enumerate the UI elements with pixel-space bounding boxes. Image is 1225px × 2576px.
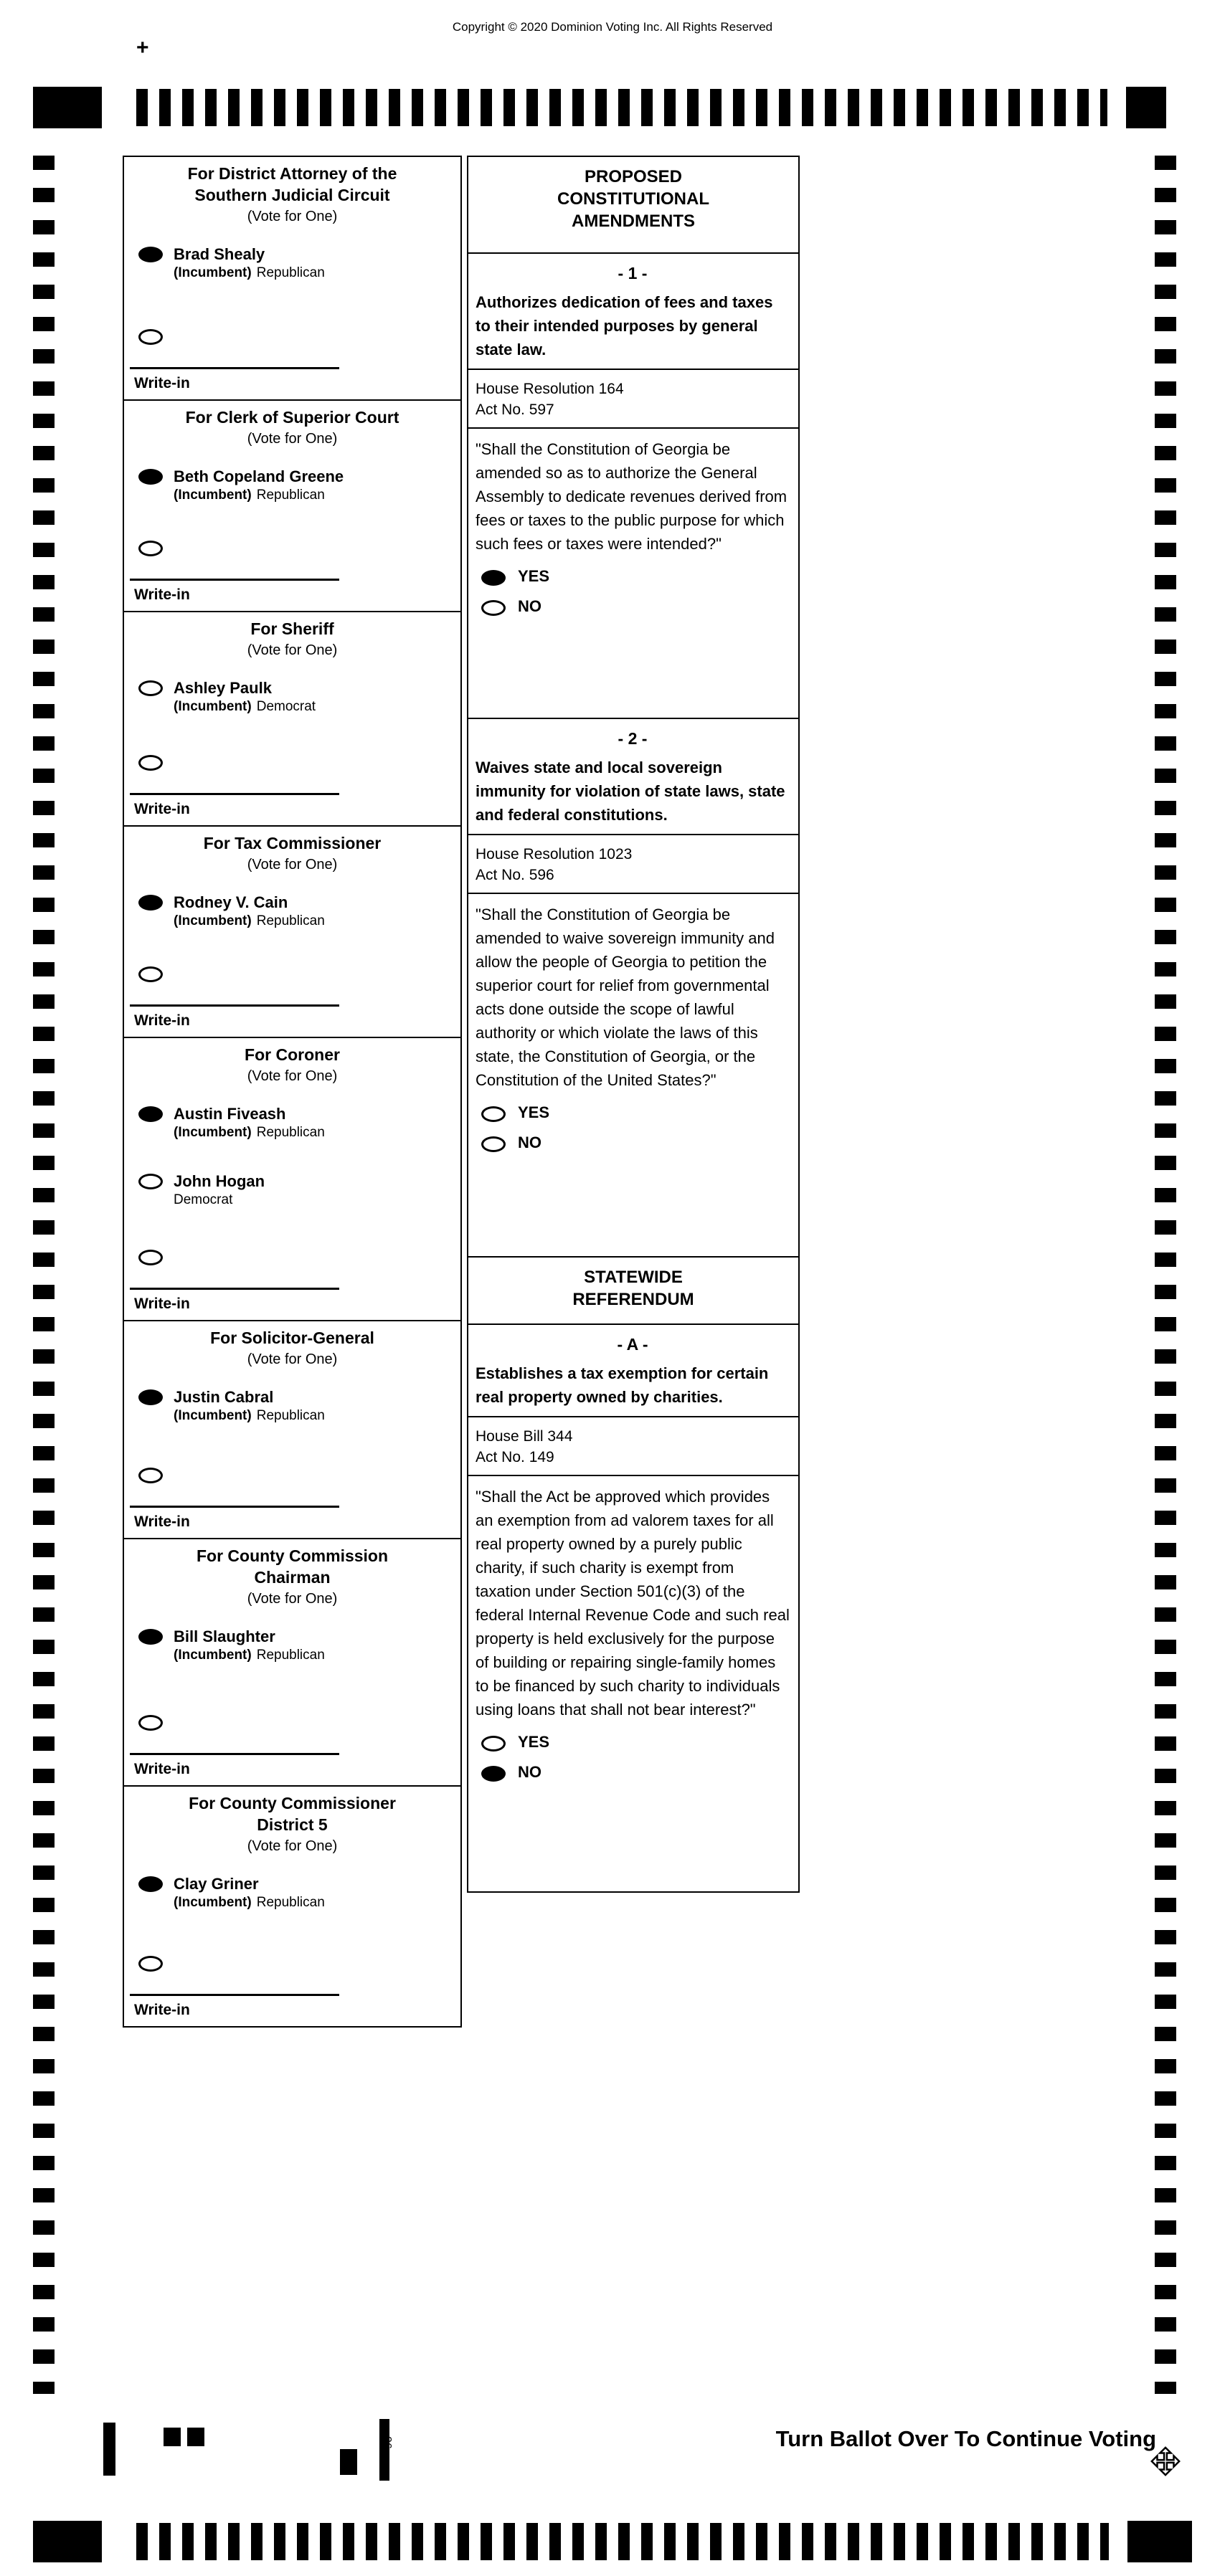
measure-reference: House Resolution 164 [476, 381, 624, 397]
yes-label: YES [518, 1103, 550, 1121]
write-in-bubble[interactable] [138, 1956, 163, 1972]
write-in-label: Write-in [134, 1296, 190, 1312]
measure-number: - 1 - [618, 264, 648, 282]
amendment-1 [467, 252, 800, 719]
candidate-text [174, 893, 325, 930]
measure-reference: Act No. 596 [476, 867, 554, 883]
candidate-text [174, 1874, 325, 1911]
vote-for-one-instruction: (Vote for One) [247, 1068, 338, 1084]
candidate-name: Ashley Paulk [174, 679, 272, 697]
incumbent-label: (Incumbent) [174, 913, 252, 928]
referendum-section-header [467, 1256, 800, 1325]
vote-for-one-instruction: (Vote for One) [247, 209, 338, 224]
write-in-bubble[interactable] [138, 755, 163, 771]
candidate-bubble[interactable] [138, 247, 163, 262]
vote-for-one-instruction: (Vote for One) [247, 857, 338, 873]
candidate-detail [174, 1407, 325, 1425]
registration-plus-icon: + [136, 36, 149, 60]
yes-option [481, 1103, 790, 1122]
write-in-line[interactable] [130, 367, 339, 369]
candidate-detail [174, 1894, 325, 1911]
party-label: Democrat [174, 1192, 233, 1207]
incumbent-label: (Incumbent) [174, 1895, 252, 1910]
candidate-row [138, 1627, 450, 1664]
candidate-detail [174, 1647, 325, 1664]
candidate-row [138, 1104, 450, 1141]
write-in-label: Write-in [134, 1513, 190, 1530]
write-in-label: Write-in [134, 1761, 190, 1777]
write-in-line[interactable] [130, 1288, 339, 1290]
measure-question: "Shall the Constitution of Georgia be amended so as to authorize the General Assembly to dedicate revenues derived from fees or taxes to the public purpose for which such fees or taxes were intended?" [476, 440, 788, 553]
diagnostic-mark [379, 2419, 389, 2481]
vote-for-one-instruction: (Vote for One) [247, 431, 338, 447]
contest-coroner [123, 1037, 462, 1321]
timing-block [33, 87, 102, 128]
candidate-bubble[interactable] [138, 1389, 163, 1405]
no-option [481, 1133, 790, 1152]
contest-district-attorney [123, 156, 462, 401]
diagnostic-mark [164, 2428, 181, 2446]
candidate-name: Clay Griner [174, 1875, 259, 1893]
vote-for-one-instruction: (Vote for One) [247, 1351, 338, 1367]
timing-marks-right [1155, 156, 1176, 2394]
candidate-name: Justin Cabral [174, 1388, 274, 1406]
timing-marks-left [33, 156, 55, 2394]
candidate-row [138, 678, 450, 716]
party-label: Democrat [256, 699, 316, 714]
write-in-label: Write-in [134, 801, 190, 817]
write-in-label: Write-in [134, 2002, 190, 2018]
no-bubble[interactable] [481, 1136, 506, 1152]
yes-bubble[interactable] [481, 1736, 506, 1752]
no-option [481, 1763, 790, 1782]
candidate-row [138, 1171, 450, 1209]
contest-title-line: For Coroner [245, 1045, 340, 1064]
party-label: Republican [256, 265, 325, 280]
no-label: NO [518, 1763, 541, 1781]
contest-title-line: Chairman [254, 1568, 331, 1587]
sheet-number-mark: 26 [381, 2436, 393, 2449]
candidate-detail [174, 487, 344, 504]
contest-title [124, 157, 460, 206]
contest-sheriff [123, 611, 462, 827]
write-in-line[interactable] [130, 793, 339, 795]
separator-line [468, 1416, 798, 1417]
yes-bubble[interactable] [481, 1106, 506, 1122]
party-label: Republican [256, 1408, 325, 1423]
contest-title-line: District 5 [257, 1815, 328, 1834]
write-in-bubble[interactable] [138, 541, 163, 556]
candidate-row [138, 467, 450, 504]
candidate-name: John Hogan [174, 1172, 265, 1190]
section-title [468, 1258, 798, 1311]
write-in-label: Write-in [134, 1012, 190, 1029]
measure-question: "Shall the Constitution of Georgia be amended to waive sovereign immunity and allow the people of Georgia to petition the superior court for relief from governmental acts done outside the scope of lawful authority or which violate the laws of this state, the Constitution of Georgia, or the Constitution of the United States?" [476, 906, 775, 1089]
vote-for-one-instruction: (Vote for One) [247, 1838, 338, 1854]
write-in-label: Write-in [134, 375, 190, 391]
write-in-line[interactable] [130, 1506, 339, 1508]
contest-title-line: For County Commission [196, 1546, 389, 1565]
measure-summary: Waives state and local sovereign immunity for violation of state laws, state and federal constitutions. [476, 759, 785, 824]
candidate-detail [174, 1124, 325, 1141]
no-option [481, 597, 790, 616]
diagnostic-mark [187, 2428, 204, 2446]
write-in-line[interactable] [130, 1004, 339, 1007]
candidate-bubble[interactable] [138, 1106, 163, 1122]
candidate-row [138, 893, 450, 930]
candidate-row [138, 1874, 450, 1911]
measure-question: "Shall the Act be approved which provides an exemption from ad valorem taxes for all real property owned by a purely public charity, if such charity is exempt from taxation under Section 501(c)(3) of the federal Internal Revenue Code and such real property is held exclusively for the purpose of building or repairing single-family homes to be financed by such charity to individuals using loans that shall not bear interest?" [476, 1488, 790, 1719]
candidate-text [174, 678, 316, 716]
contest-title [124, 1321, 460, 1349]
section-title-line: STATEWIDE [584, 1268, 683, 1287]
yes-option [481, 567, 790, 586]
timing-block [1126, 87, 1166, 128]
measure-summary: Authorizes dedication of fees and taxes to their intended purposes by general state law. [476, 293, 773, 358]
section-title-line: PROPOSED [584, 167, 683, 186]
write-in-bubble[interactable] [138, 329, 163, 345]
candidate-name: Bill Slaughter [174, 1627, 275, 1645]
timing-block [1127, 2521, 1192, 2562]
candidate-detail [174, 913, 325, 930]
incumbent-label: (Incumbent) [174, 488, 252, 503]
timing-block [33, 2521, 102, 2562]
no-bubble[interactable] [481, 1766, 506, 1782]
write-in-line[interactable] [130, 579, 339, 581]
no-label: NO [518, 1133, 541, 1151]
separator-line [468, 1475, 798, 1476]
vote-for-one-instruction: (Vote for One) [247, 1591, 338, 1607]
measure-reference: Act No. 597 [476, 401, 554, 418]
candidate-text [174, 244, 325, 282]
candidate-text [174, 1627, 325, 1664]
timing-marks-bottom [33, 2521, 1192, 2562]
diagnostic-mark [340, 2449, 357, 2475]
contest-title [124, 401, 460, 428]
measure-number: - 2 - [618, 729, 648, 748]
party-label: Republican [256, 913, 325, 928]
write-in-bubble[interactable] [138, 1250, 163, 1265]
write-in-line[interactable] [130, 1753, 339, 1755]
contest-title-line: For Sheriff [250, 619, 334, 638]
timing-bars [136, 2523, 1109, 2560]
incumbent-label: (Incumbent) [174, 1648, 252, 1663]
yes-bubble[interactable] [481, 570, 506, 586]
candidate-bubble[interactable] [138, 469, 163, 485]
contest-title [124, 1539, 460, 1588]
candidate-name: Rodney V. Cain [174, 893, 288, 911]
measure-reference: Act No. 149 [476, 1449, 554, 1465]
contest-tax-commissioner [123, 825, 462, 1038]
contest-title [124, 827, 460, 854]
write-in-line[interactable] [130, 1994, 339, 1996]
candidate-text [174, 467, 344, 504]
candidate-name: Brad Shealy [174, 245, 265, 263]
write-in-bubble[interactable] [138, 1468, 163, 1483]
candidate-name: Austin Fiveash [174, 1105, 286, 1123]
candidate-detail [174, 698, 316, 716]
timing-bars [136, 89, 1107, 126]
yes-label: YES [518, 1733, 550, 1751]
contest-county-commissioner-district-5 [123, 1785, 462, 2028]
candidate-bubble[interactable] [138, 1629, 163, 1645]
candidate-bubble[interactable] [138, 1174, 163, 1189]
diagnostic-mark [103, 2423, 115, 2476]
contest-clerk-superior-court [123, 399, 462, 612]
candidate-name: Beth Copeland Greene [174, 467, 344, 485]
incumbent-label: (Incumbent) [174, 265, 252, 280]
candidate-detail [174, 265, 325, 282]
party-label: Republican [256, 488, 325, 503]
separator-line [468, 369, 798, 370]
write-in-label: Write-in [134, 586, 190, 603]
contest-title [124, 1787, 460, 1835]
contest-county-commission-chairman [123, 1538, 462, 1787]
separator-line [468, 834, 798, 835]
no-bubble[interactable] [481, 600, 506, 616]
party-label: Republican [256, 1648, 325, 1663]
candidate-bubble[interactable] [138, 1876, 163, 1892]
four-way-arrow-icon [1149, 2445, 1182, 2478]
contest-title-line: Southern Judicial Circuit [194, 186, 390, 204]
measure-summary: Establishes a tax exemption for certain real property owned by charities. [476, 1364, 769, 1406]
incumbent-label: (Incumbent) [174, 1125, 252, 1140]
turn-ballot-note: Turn Ballot Over To Continue Voting [775, 2426, 1156, 2451]
amendment-2 [467, 718, 800, 1258]
candidate-text [174, 1171, 265, 1209]
candidate-row [138, 1387, 450, 1425]
candidate-bubble[interactable] [138, 680, 163, 696]
separator-line [468, 893, 798, 894]
timing-marks-top [33, 87, 1166, 128]
contest-title-line: For Clerk of Superior Court [185, 408, 399, 427]
party-label: Republican [256, 1895, 325, 1910]
contest-title-line: For Tax Commissioner [203, 834, 382, 852]
party-label: Republican [256, 1125, 325, 1140]
section-title-line: REFERENDUM [572, 1290, 694, 1309]
candidate-row [138, 244, 450, 282]
vote-for-one-instruction: (Vote for One) [247, 642, 338, 658]
copyright-notice: Copyright © 2020 Dominion Voting Inc. All Rights Reserved [452, 20, 773, 34]
separator-line [468, 427, 798, 429]
yes-label: YES [518, 567, 550, 585]
contests-column [123, 156, 462, 2028]
yes-option [481, 1733, 790, 1752]
section-title-line: CONSTITUTIONAL [557, 189, 709, 209]
candidate-text [174, 1104, 325, 1141]
measures-column [467, 156, 800, 1893]
candidate-text [174, 1387, 325, 1425]
write-in-bubble[interactable] [138, 966, 163, 982]
measure-reference: House Bill 344 [476, 1428, 573, 1445]
no-label: NO [518, 597, 541, 615]
contest-title-line: For Solicitor-General [210, 1329, 374, 1347]
candidate-detail [174, 1192, 265, 1209]
contest-title [124, 612, 460, 640]
contest-solicitor-general [123, 1320, 462, 1539]
write-in-bubble[interactable] [138, 1715, 163, 1731]
section-title [468, 157, 798, 232]
contest-title-line: For County Commissioner [189, 1794, 396, 1812]
referendum-a [467, 1323, 800, 1893]
measure-reference: House Resolution 1023 [476, 846, 633, 862]
section-title-line: AMENDMENTS [572, 212, 695, 231]
measure-number: - A - [617, 1335, 648, 1354]
contest-title-line: For District Attorney of the [187, 164, 397, 183]
contest-title [124, 1038, 460, 1065]
incumbent-label: (Incumbent) [174, 1408, 252, 1423]
amendments-section-header [467, 156, 800, 254]
candidate-bubble[interactable] [138, 895, 163, 911]
incumbent-label: (Incumbent) [174, 699, 252, 714]
